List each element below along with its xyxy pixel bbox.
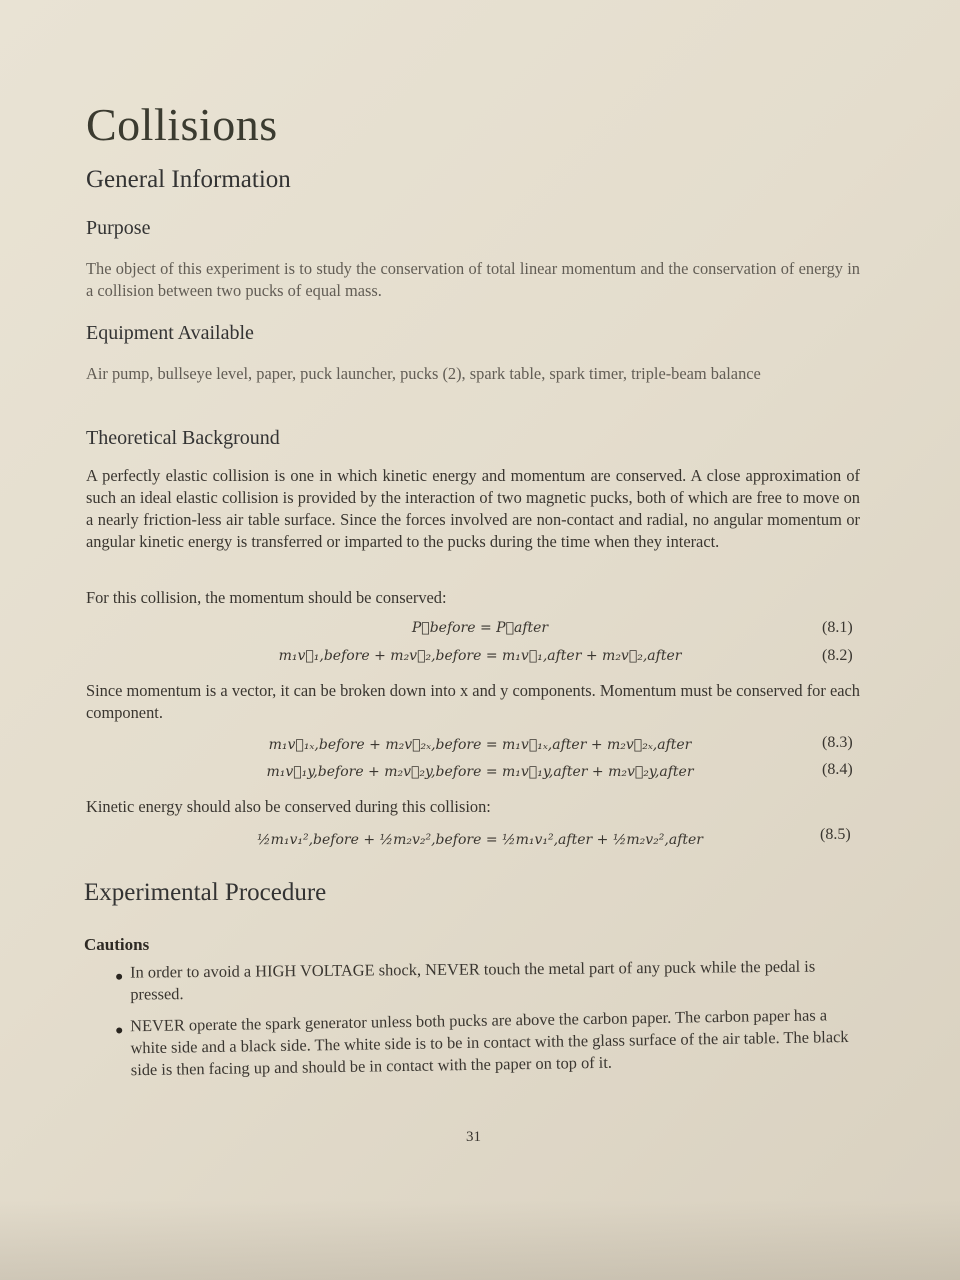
bullet-dot-icon — [116, 1027, 122, 1033]
equation-number-8-2: (8.2) — [822, 647, 853, 664]
purpose-text: The object of this experiment is to study the conservation of total linear momentum and the conservation of energy in a collision between two pucks of equal mass. — [86, 259, 860, 300]
theory-paragraph-2: For this collision, the momentum should be conserved: — [86, 588, 447, 607]
page-number: 31 — [466, 1129, 481, 1145]
page-title: Collisions — [86, 99, 278, 150]
heading-theoretical-background: Theoretical Background — [86, 427, 280, 449]
theory-paragraph-3: Since momentum is a vector, it can be broken down into x and y components. Momentum must be conserved for each component. — [86, 681, 860, 722]
theory-paragraph-4: Kinetic energy should also be conserved during this collision: — [86, 797, 491, 816]
theory-paragraph-1: A perfectly elastic collision is one in which kinetic energy and momentum are conserved. A close approximation of such an ideal elastic collision is provided by the interaction of two magnetic pucks, both of which are free to move on a nearly friction-less air table surface. Since the forces involved are non-contact and radial, no angular momentum or angular kinetic energy is transferred or imparted to the pucks during the time when they interact. — [86, 466, 860, 551]
equation-number-8-1: (8.1) — [822, 619, 853, 636]
heading-purpose: Purpose — [86, 217, 151, 239]
heading-cautions: Cautions — [84, 935, 150, 954]
equation-8-2: m₁v⃗₁,before + m₂v⃗₂,before = m₁v⃗₁,after + m₂v⃗₂,after — [278, 648, 682, 664]
caution-text-1: In order to avoid a HIGH VOLTAGE shock, NEVER touch the metal part of any puck while the pedal is pressed. — [130, 956, 816, 1004]
equation-number-8-5: (8.5) — [820, 826, 851, 843]
caution-text-2: NEVER operate the spark generator unless both pucks are above the carbon paper. The carbon paper has a white side and a black side. The white side is to be in contact with the glass surface of the air table. The black side is then facing up and should be in contact with the paper on top of it. — [130, 1005, 849, 1080]
heading-equipment: Equipment Available — [86, 322, 254, 344]
equation-8-5: ½m₁v₁²,before + ½m₂v₂²,before = ½m₁v₁²,after + ½m₂v₂²,after — [257, 832, 703, 848]
bullet-dot-icon — [116, 974, 122, 980]
equation-number-8-4: (8.4) — [822, 761, 853, 778]
equation-8-3: m₁v⃗₁ₓ,before + m₂v⃗₂ₓ,before = m₁v⃗₁ₓ,after + m₂v⃗₂ₓ,after — [268, 737, 692, 753]
equipment-text: Air pump, bullseye level, paper, puck launcher, pucks (2), spark table, spark timer, triple-beam balance — [86, 364, 761, 383]
equation-number-8-3: (8.3) — [822, 734, 853, 751]
heading-experimental-procedure: Experimental Procedure — [84, 879, 327, 906]
equation-8-1: P⃗before = P⃗after — [411, 620, 549, 636]
heading-general-information: General Information — [86, 166, 291, 193]
equation-8-4: m₁v⃗₁y,before + m₂v⃗₂y,before = m₁v⃗₁y,after + m₂v⃗₂y,after — [266, 764, 694, 780]
